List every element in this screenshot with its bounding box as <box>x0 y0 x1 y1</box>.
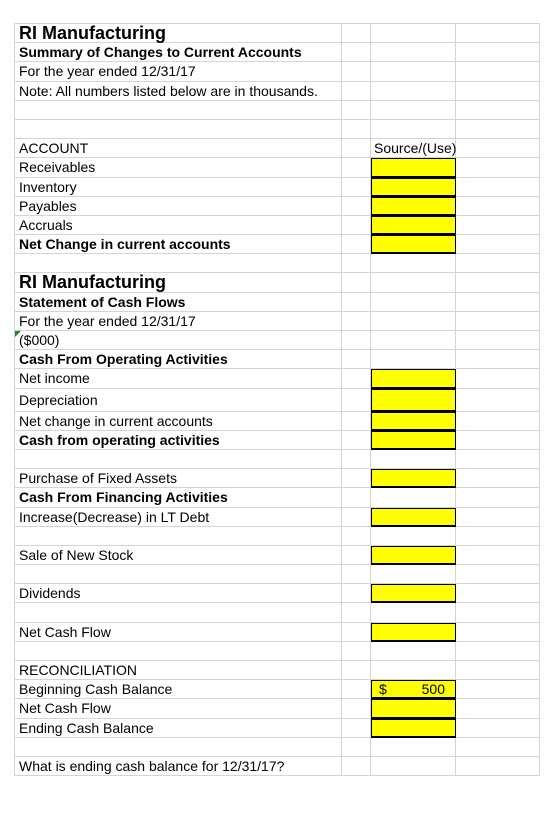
depreciation-label[interactable]: Depreciation <box>15 389 342 412</box>
purchase-fixed-assets-input[interactable] <box>371 469 456 488</box>
net-cash-flow-label[interactable]: Net Cash Flow <box>15 623 342 642</box>
accruals-input[interactable] <box>371 216 456 235</box>
comment-marker-icon <box>15 331 21 337</box>
net-income-input[interactable] <box>371 369 456 388</box>
summary-subtitle[interactable]: Summary of Changes to Current Accounts <box>15 43 342 62</box>
dividends-input[interactable] <box>371 584 456 603</box>
beginning-cash-label[interactable]: Beginning Cash Balance <box>15 680 342 699</box>
financing-header[interactable]: Cash From Financing Activities <box>15 488 342 507</box>
purchase-fixed-assets-label[interactable]: Purchase of Fixed Assets <box>15 469 342 488</box>
beginning-cash-input[interactable] <box>371 680 456 699</box>
ending-cash-label[interactable]: Ending Cash Balance <box>15 719 342 738</box>
payables-label[interactable]: Payables <box>15 197 342 216</box>
account-header[interactable]: ACCOUNT <box>15 139 342 158</box>
row-title <box>15 24 540 43</box>
summary-period[interactable]: For the year ended 12/31/17 <box>15 62 342 81</box>
net-change-current-input[interactable] <box>371 412 456 431</box>
net-change-label[interactable]: Net Change in current accounts <box>15 235 342 254</box>
cashflow-period[interactable]: For the year ended 12/31/17 <box>15 312 342 331</box>
reconciliation-header[interactable]: RECONCILIATION <box>15 661 342 680</box>
depreciation-input[interactable] <box>371 389 456 412</box>
ending-cash-input[interactable] <box>371 719 456 738</box>
payables-input[interactable] <box>371 197 456 216</box>
cashflow-title[interactable]: RI Manufacturing <box>15 273 342 292</box>
spreadsheet-grid <box>14 23 540 776</box>
net-cash-flow-input[interactable] <box>371 623 456 642</box>
net-change-current-label[interactable]: Net change in current accounts <box>15 412 342 431</box>
new-stock-input[interactable] <box>371 546 456 565</box>
inventory-input[interactable] <box>371 178 456 197</box>
beginning-cash-value: 500 <box>421 681 445 698</box>
cashflow-subtitle[interactable]: Statement of Cash Flows <box>15 293 342 312</box>
lt-debt-label[interactable]: Increase(Decrease) in LT Debt <box>15 508 342 527</box>
recon-net-cash-flow-input[interactable] <box>371 699 456 718</box>
recon-net-cash-flow-label[interactable]: Net Cash Flow <box>15 699 342 718</box>
summary-title[interactable]: RI Manufacturing <box>15 24 342 43</box>
source-use-header[interactable]: Source/(Use) <box>371 139 456 158</box>
lt-debt-input[interactable] <box>371 508 456 527</box>
currency-symbol: $ <box>379 681 387 698</box>
receivables-label[interactable]: Receivables <box>15 158 342 177</box>
net-change-input[interactable] <box>371 235 456 254</box>
inventory-label[interactable]: Inventory <box>15 178 342 197</box>
cash-from-operating-input[interactable] <box>371 431 456 450</box>
operating-header[interactable]: Cash From Operating Activities <box>15 350 342 369</box>
receivables-input[interactable] <box>371 158 456 177</box>
cashflow-units[interactable]: ($000) <box>15 331 342 350</box>
cash-from-operating-label[interactable]: Cash from operating activities <box>15 431 342 450</box>
question-text[interactable]: What is ending cash balance for 12/31/17? <box>15 757 342 776</box>
accruals-label[interactable]: Accruals <box>15 216 342 235</box>
dividends-label[interactable]: Dividends <box>15 584 342 603</box>
summary-note[interactable]: Note: All numbers listed below are in thousands. <box>15 82 342 101</box>
new-stock-label[interactable]: Sale of New Stock <box>15 546 342 565</box>
net-income-label[interactable]: Net income <box>15 369 342 388</box>
